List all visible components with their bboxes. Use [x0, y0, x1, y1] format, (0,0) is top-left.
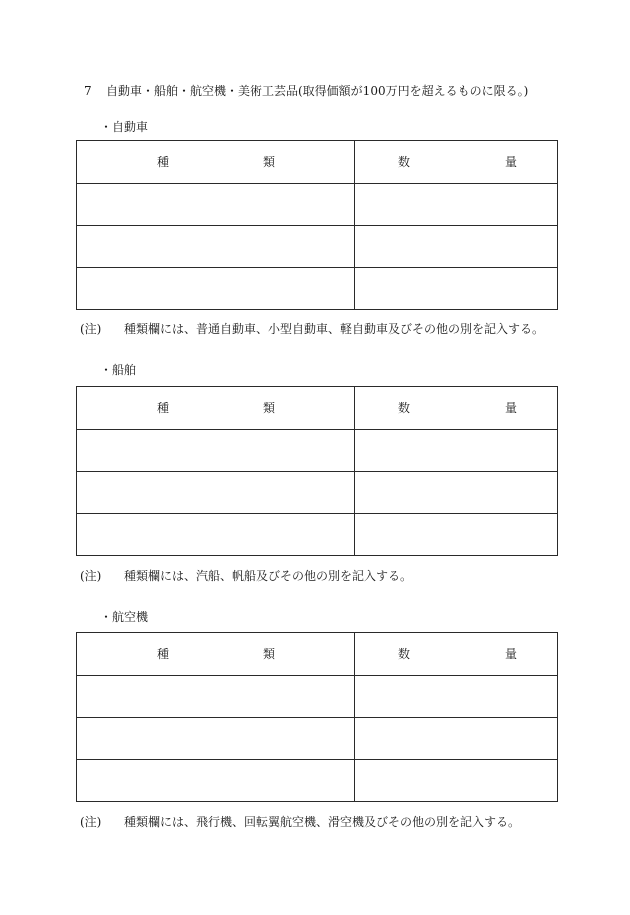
kind-header-char-1: 種 — [157, 401, 170, 415]
quantity-header-cell — [355, 633, 558, 676]
aircraft-note — [80, 815, 520, 829]
table-header-row — [77, 633, 558, 676]
quantity-header-cell — [355, 141, 558, 184]
kind-cell[interactable] — [77, 268, 355, 310]
table-header-row — [77, 387, 558, 430]
kind-header-char-2: 類 — [263, 155, 276, 169]
kind-header-char-1: 種 — [157, 155, 170, 169]
kind-header-cell — [77, 633, 355, 676]
automobile-note — [80, 322, 544, 336]
ship-note — [80, 569, 412, 583]
table-row — [77, 268, 558, 310]
kind-header-cell — [77, 141, 355, 184]
kind-cell[interactable] — [77, 718, 355, 760]
table-row — [77, 184, 558, 226]
quantity-cell[interactable] — [355, 718, 558, 760]
quantity-cell[interactable] — [355, 184, 558, 226]
note-text: 種類欄には、普通自動車、小型自動車、軽自動車及びその他の別を記入する。 — [124, 322, 545, 336]
aircraft-table — [76, 632, 558, 802]
note-prefix: (注) — [80, 322, 102, 336]
quantity-cell[interactable] — [355, 760, 558, 802]
kind-cell[interactable] — [77, 472, 355, 514]
quantity-header-char-2: 量 — [505, 155, 518, 169]
quantity-cell[interactable] — [355, 676, 558, 718]
ship-label: ・船舶 — [100, 363, 137, 377]
quantity-cell[interactable] — [355, 226, 558, 268]
quantity-cell[interactable] — [355, 430, 558, 472]
quantity-cell[interactable] — [355, 514, 558, 556]
table-row — [77, 430, 558, 472]
table-row — [77, 226, 558, 268]
quantity-header-char-1: 数 — [398, 155, 411, 169]
kind-cell[interactable] — [77, 184, 355, 226]
automobile-label: ・自動車 — [100, 120, 149, 134]
quantity-header-char-1: 数 — [398, 647, 411, 661]
table-row — [77, 760, 558, 802]
kind-header-char-2: 類 — [263, 647, 276, 661]
aircraft-label: ・航空機 — [100, 610, 149, 624]
kind-header-char-1: 種 — [157, 647, 170, 661]
note-prefix: (注) — [80, 569, 102, 583]
kind-header-cell — [77, 387, 355, 430]
note-text: 種類欄には、飛行機、回転翼航空機、滑空機及びその他の別を記入する。 — [124, 815, 521, 829]
table-row — [77, 472, 558, 514]
kind-cell[interactable] — [77, 430, 355, 472]
kind-cell[interactable] — [77, 514, 355, 556]
automobile-table — [76, 140, 558, 310]
section-title-text: 自動車・船舶・航空機・美術工芸品(取得価額が100万円を超えるものに限る。) — [106, 84, 529, 98]
quantity-cell[interactable] — [355, 472, 558, 514]
table-row — [77, 676, 558, 718]
section-number: 7 — [84, 84, 92, 98]
ship-table — [76, 386, 558, 556]
table-row — [77, 514, 558, 556]
quantity-header-char-1: 数 — [398, 401, 411, 415]
quantity-cell[interactable] — [355, 268, 558, 310]
kind-header-char-2: 類 — [263, 401, 276, 415]
quantity-header-char-2: 量 — [505, 647, 518, 661]
table-row — [77, 718, 558, 760]
section-heading — [84, 84, 528, 98]
quantity-header-cell — [355, 387, 558, 430]
kind-cell[interactable] — [77, 676, 355, 718]
quantity-header-char-2: 量 — [505, 401, 518, 415]
kind-cell[interactable] — [77, 226, 355, 268]
table-header-row — [77, 141, 558, 184]
kind-cell[interactable] — [77, 760, 355, 802]
note-text: 種類欄には、汽船、帆船及びその他の別を記入する。 — [124, 569, 413, 583]
note-prefix: (注) — [80, 815, 102, 829]
